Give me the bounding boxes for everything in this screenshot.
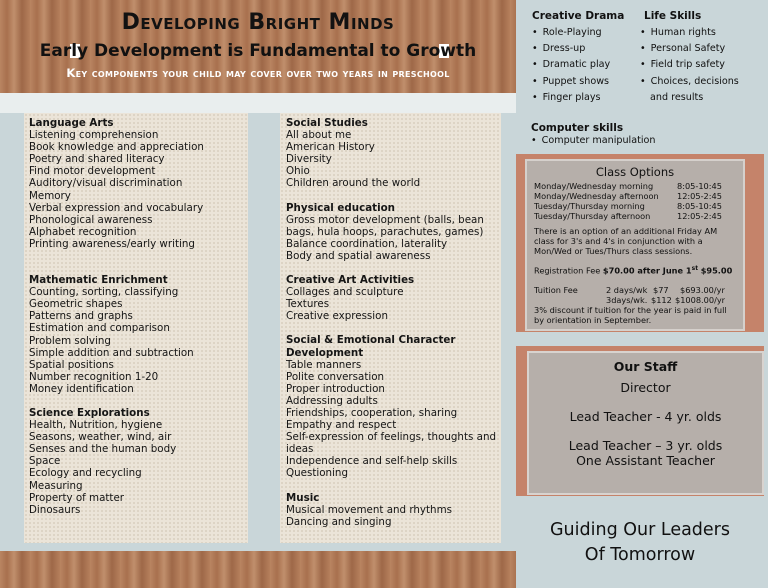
list-item: Gross motor development (balls, bean bags, hula hoops, parachutes, games) bbox=[286, 213, 484, 238]
list-item: Poetry and shared literacy bbox=[29, 153, 165, 166]
friday-option-note: There is an option of an additional Friday AM class for 3's and 4's in conjunction with a Mon/Wed or Tues/Thurs class sessions. bbox=[534, 226, 718, 256]
schedule-time: 8:05-10:45 bbox=[677, 181, 722, 191]
computer-skills-heading: Computer skills bbox=[531, 122, 624, 134]
tuition-yearly: $1008.00/yr bbox=[675, 295, 726, 305]
class-options-title: Class Options bbox=[595, 165, 675, 179]
list-item: Find motor development bbox=[29, 165, 156, 178]
section-science-explorations bbox=[29, 407, 249, 516]
list-item: • Dress-up bbox=[532, 41, 610, 57]
list-item: American History bbox=[286, 141, 375, 154]
list-item: Addressing adults bbox=[286, 394, 378, 407]
list-item: Body and spatial awareness bbox=[286, 249, 431, 262]
footer-slogan bbox=[520, 518, 760, 568]
footer-wood-strip bbox=[0, 551, 516, 588]
list-item: Ohio bbox=[286, 165, 310, 178]
list-item: Geometric shapes bbox=[29, 298, 123, 311]
section-heading: Music bbox=[286, 491, 320, 504]
registration-fee: $70.00 after June 1 bbox=[602, 265, 692, 276]
list-item: Space bbox=[29, 455, 61, 468]
staff-role: Director bbox=[620, 380, 671, 395]
registration-label: Registration Fee bbox=[534, 265, 601, 276]
list-item: Collages and sculpture bbox=[286, 286, 404, 299]
schedule-time: 12:05-2:45 bbox=[677, 191, 722, 201]
list-item: Book knowledge and appreciation bbox=[29, 141, 204, 154]
list-item: Senses and the human body bbox=[29, 443, 177, 456]
creative-drama-heading: Creative Drama bbox=[532, 10, 625, 22]
list-item: Printing awareness/early writing bbox=[29, 237, 195, 250]
registration-late-fee: $95.00 bbox=[700, 265, 733, 276]
list-item: Spatial positions bbox=[29, 358, 114, 371]
list-item: Simple addition and subtraction bbox=[29, 346, 194, 359]
list-item: Listening comprehension bbox=[29, 129, 159, 142]
schedule-days: Tuesday/Thursday morning bbox=[534, 201, 645, 211]
computer-skills-list bbox=[531, 134, 655, 148]
list-item: Money identification bbox=[29, 382, 134, 395]
schedule-time: 12:05-2:45 bbox=[677, 211, 722, 221]
section-heading: Physical education bbox=[286, 201, 396, 214]
schedule-days: Monday/Wednesday morning bbox=[534, 181, 654, 191]
left-curriculum-column bbox=[29, 117, 249, 516]
section-language-arts bbox=[29, 117, 249, 250]
page-tagline: Key components your child may cover over two years in preschool bbox=[66, 66, 450, 80]
registration-fee-row bbox=[534, 265, 732, 276]
list-item: Patterns and graphs bbox=[29, 310, 133, 323]
list-item: Memory bbox=[29, 189, 71, 202]
section-heading: Language Arts bbox=[29, 117, 114, 129]
list-item: Table manners bbox=[286, 358, 362, 371]
discount-note: 3% discount if tuition for the year is paid in full by orientation in September. bbox=[534, 305, 727, 325]
list-item: Auditory/visual discrimination bbox=[29, 177, 183, 190]
section-heading: Mathematic Enrichment bbox=[29, 274, 168, 287]
section-heading: Social & Emotional Character Development bbox=[286, 334, 456, 359]
list-item: Seasons, weather, wind, air bbox=[29, 431, 172, 444]
section-social-studies bbox=[286, 117, 501, 190]
list-item: • Field trip safety bbox=[640, 57, 739, 73]
tuition-yearly: $693.00/yr bbox=[680, 285, 725, 295]
list-item: Measuring bbox=[29, 479, 83, 492]
section-physical-education bbox=[286, 202, 501, 262]
creative-drama-list bbox=[532, 25, 610, 106]
list-item: Empathy and respect bbox=[286, 419, 397, 432]
staff-role: One Assistant Teacher bbox=[576, 453, 715, 468]
section-social-emotional bbox=[286, 334, 501, 479]
staff-box bbox=[527, 351, 764, 495]
list-item: Proper introduction bbox=[286, 382, 385, 395]
slogan-line: Guiding Our Leaders bbox=[550, 520, 730, 540]
staff-title: Our Staff bbox=[613, 359, 678, 374]
list-item: Polite conversation bbox=[286, 370, 385, 383]
list-item: Textures bbox=[286, 298, 330, 311]
list-item: • Choices, decisions bbox=[640, 74, 739, 90]
list-item: • Human rights bbox=[640, 25, 739, 41]
list-item: Musical movement and rhythms bbox=[286, 503, 452, 516]
list-item: All about me bbox=[286, 129, 352, 142]
schedule-days: Tuesday/Thursday afternoon bbox=[534, 211, 651, 221]
staff-role: Lead Teacher - 4 yr. olds bbox=[569, 409, 722, 424]
section-heading: Science Explorations bbox=[29, 406, 150, 419]
list-item: Verbal expression and vocabulary bbox=[29, 201, 204, 214]
list-item: Friendships, cooperation, sharing bbox=[286, 406, 458, 419]
staff-role: Lead Teacher – 3 yr. olds bbox=[568, 438, 723, 453]
page-subtitle: Early Development is Fundamental to Growth bbox=[39, 41, 477, 61]
tuition-label: Tuition Fee bbox=[534, 285, 578, 295]
list-item: Estimation and comparison bbox=[29, 322, 170, 335]
section-music bbox=[286, 492, 501, 528]
class-options-box bbox=[525, 159, 745, 331]
life-skills-heading: Life Skills bbox=[644, 10, 702, 22]
list-item: Property of matter bbox=[29, 491, 125, 504]
list-item: Questioning bbox=[286, 467, 348, 480]
section-heading: Social Studies bbox=[286, 117, 368, 129]
list-item: • Puppet shows bbox=[532, 74, 610, 90]
list-item: • Computer manipulation bbox=[531, 134, 655, 148]
list-item: Problem solving bbox=[29, 334, 111, 347]
list-item: Creative expression bbox=[286, 310, 388, 323]
list-item: Health, Nutrition, hygiene bbox=[29, 419, 163, 432]
section-mathematic-enrichment bbox=[29, 274, 249, 395]
list-item: Independence and self-help skills bbox=[286, 455, 458, 468]
page-title: Developing Bright Minds bbox=[121, 10, 395, 35]
list-item: Counting, sorting, classifying bbox=[29, 286, 179, 299]
list-item: • Personal Safety bbox=[640, 41, 739, 57]
list-item: Self-expression of feelings, thoughts and ideas bbox=[286, 431, 497, 456]
tuition-days: 2 days/wk bbox=[606, 285, 648, 295]
tuition-days: 3days/wk. bbox=[606, 295, 648, 305]
list-item: Balance coordination, laterality bbox=[286, 237, 448, 250]
right-curriculum-column bbox=[286, 117, 501, 528]
list-item: • Dramatic play bbox=[532, 57, 610, 73]
list-item: Alphabet recognition bbox=[29, 225, 137, 238]
list-item: Phonological awareness bbox=[29, 213, 153, 226]
registration-sup: st bbox=[691, 265, 699, 272]
life-skills-continuation: and results bbox=[650, 92, 704, 103]
list-item: Diversity bbox=[286, 153, 332, 166]
section-creative-art bbox=[286, 274, 501, 322]
life-skills-list bbox=[640, 25, 739, 90]
schedule-days: Monday/Wednesday afternoon bbox=[534, 191, 659, 201]
list-item: Children around the world bbox=[286, 177, 421, 190]
list-item: Dinosaurs bbox=[29, 503, 81, 516]
list-item: • Role-Playing bbox=[532, 25, 610, 41]
schedule-time: 8:05-10:45 bbox=[677, 201, 722, 211]
list-item: Dancing and singing bbox=[286, 515, 392, 528]
tuition-monthly: $112 bbox=[651, 295, 672, 305]
section-heading: Creative Art Activities bbox=[286, 274, 415, 287]
tuition-monthly: $77 bbox=[653, 285, 669, 295]
divider-band bbox=[0, 93, 516, 113]
list-item: Number recognition 1-20 bbox=[29, 370, 159, 383]
slogan-line: Of Tomorrow bbox=[584, 545, 696, 565]
list-item: • Finger plays bbox=[532, 90, 610, 106]
list-item: Ecology and recycling bbox=[29, 467, 142, 480]
